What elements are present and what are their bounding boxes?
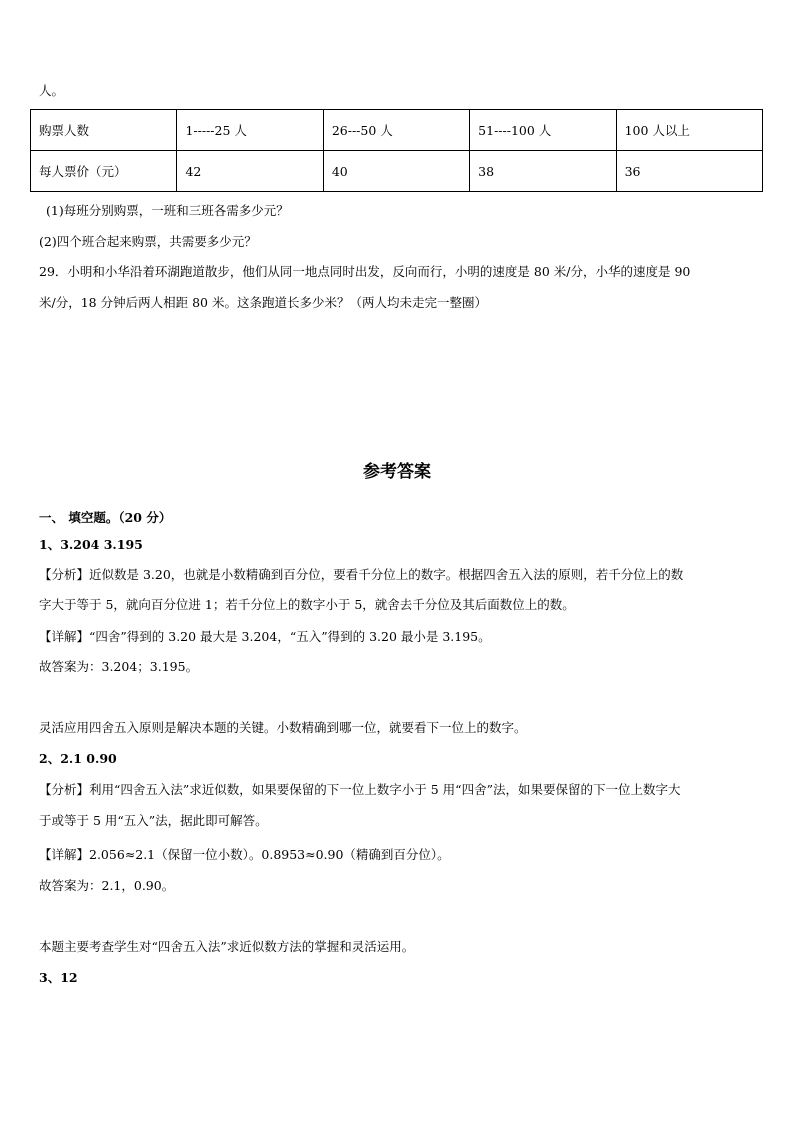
table-cell: 51----100 人 — [470, 110, 616, 151]
table-cell: 购票人数 — [31, 110, 177, 151]
table-cell: 1-----25 人 — [177, 110, 323, 151]
question-29-line-1: 29．小明和小华沿着环湖跑道散步，他们从同一地点同时出发，反向而行，小明的速度是 80 米/分，小华的速度是 90 — [39, 264, 691, 279]
answer-2-detail: 【详解】2.056≈2.1（保留一位小数）。0.8953≈0.90（精确到百分位）。 — [39, 847, 450, 862]
table-row — [31, 151, 763, 192]
answer-3-title: 3、12 — [39, 970, 78, 985]
answer-heading: 参考答案 — [363, 462, 431, 482]
table-cell: 40 — [323, 151, 469, 192]
answer-1-detail: 【详解】“四舍”得到的 3.20 最大是 3.204，“五入”得到的 3.20 最小是 3.195。 — [39, 629, 491, 644]
answer-1-title: 1、3.204 3.195 — [39, 537, 143, 552]
question-28-part-1: (1)每班分别购票，一班和三班各需多少元？ — [46, 203, 289, 218]
table-cell: 100 人以上 — [616, 110, 762, 151]
table-row — [31, 110, 763, 151]
answer-2-analysis-line-2: 于或等于 5 用“五入”法，据此即可解答。 — [39, 813, 268, 828]
answer-1-comment: 灵活应用四舍五入原则是解决本题的关键。小数精确到哪一位，就要看下一位上的数字。 — [39, 720, 527, 735]
section-title: 一、 填空题。（20 分） — [39, 510, 172, 525]
table-cell: 42 — [177, 151, 323, 192]
table-cell: 每人票价（元） — [31, 151, 177, 192]
answer-2-analysis-line-1: 【分析】利用“四舍五入法”求近似数，如果要保留的下一位上数字小于 5 用“四舍”法，如果要保留的下一位上数字大 — [39, 782, 681, 797]
question-29-line-2: 米/分，18 分钟后两人相距 80 米。这条跑道长多少米？（两人均未走完一整圈） — [39, 295, 487, 310]
question-tail-text: 人。 — [39, 83, 65, 98]
answer-1-result: 故答案为：3.204；3.195。 — [39, 659, 199, 674]
answer-1-analysis-line-1: 【分析】近似数是 3.20，也就是小数精确到百分位，要看千分位上的数字。根据四舍五入法的原则，若千分位上的数 — [39, 567, 684, 582]
table-cell: 36 — [616, 151, 762, 192]
answer-1-analysis-line-2: 字大于等于 5，就向百分位进 1；若千分位上的数字小于 5，就舍去千分位及其后面数位上的数。 — [39, 597, 575, 612]
ticket-price-table — [30, 109, 763, 192]
answer-2-comment: 本题主要考查学生对“四舍五入法”求近似数方法的掌握和灵活运用。 — [39, 939, 415, 954]
table-cell: 26---50 人 — [323, 110, 469, 151]
answer-2-result: 故答案为：2.1，0.90。 — [39, 878, 175, 893]
answer-2-title: 2、2.1 0.90 — [39, 751, 117, 766]
question-28-part-2: (2)四个班合起来购票，共需要多少元？ — [39, 234, 257, 249]
table-cell: 38 — [470, 151, 616, 192]
